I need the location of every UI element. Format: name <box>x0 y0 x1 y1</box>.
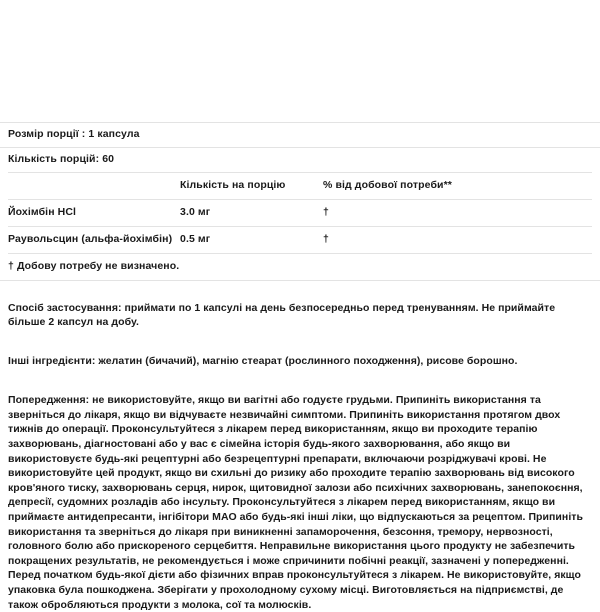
other-ingredients-paragraph: Інші інгредієнти: желатин (бичачий), магнію стеарат (рослинного походження), рисове борошно. <box>8 355 518 368</box>
supplement-facts-table <box>8 172 592 254</box>
nutrient-daily-value: † <box>323 227 592 254</box>
directions-paragraph: Спосіб застосування: приймати по 1 капсулі на день безпосередньо перед тренуванням. Не приймайте більше 2 капсул на добу. <box>8 301 556 329</box>
column-header-percent-daily-value: % від добової потреби** <box>323 173 592 200</box>
table-header <box>8 173 592 200</box>
nutrient-amount: 0.5 мг <box>180 227 323 254</box>
nutrient-name: Йохімбін HCl <box>8 200 180 227</box>
servings-per-container-line: Кількість порцій: 60 <box>8 153 115 165</box>
nutrient-daily-value: † <box>323 200 592 227</box>
divider-after-footnote <box>0 280 600 281</box>
nutrient-amount: 3.0 мг <box>180 200 323 227</box>
column-header-amount-per-serving: Кількість на порцію <box>180 173 323 200</box>
table-body <box>8 200 592 254</box>
facts-table-wrap <box>0 172 600 254</box>
nutrient-name: Раувольсцин (альфа-йохімбін) <box>8 227 180 254</box>
table-row <box>8 227 592 254</box>
serving-size-line: Розмір порції : 1 капсула <box>8 128 140 140</box>
column-header-nutrient <box>8 173 180 200</box>
daily-value-footnote: † Добову потребу не визначено. <box>8 260 180 272</box>
table-row <box>8 200 592 227</box>
warning-paragraph: Попередження: не використовуйте, якщо ви вагітні або годуєте грудьми. Припиніть використання та зверніться до лікаря, якщо ви відчуваєте незвичайні симптоми. Припиніть використання протягом двох тижнів до операції. Проконсультуйтеся з лікарем перед використанням, якщо ви проходите терапію захворювань, діагностовані або у вас є сімейна історія будь-якого захворювання, або якщо ви використовуєте будь-які рецептурні або безрецептурні препарати, включаючи розріджувачі крові. Не використовуйте цей продукт, якщо ви схильні до ризику або проходите терапію захворювань від високого кров'яного тиску, захворювань серця, нирок, щитовидної залози або психічних захворювань, занепокоєння, депресії, судомних розладів або інсульту. Проконсультуйтеся з лікарем перед використанням, якщо ви приймаєте антидепресанти, інгібітори МАО або будь-які інші ліки, що відпускаються за рецептом. Припиніть використання та зверніться до лікаря при виникненні запаморочення, безсоння, тремору, нервозності, головного болю або прискореного серцебиття. Неправильне використання цього продукту не забезпечить покращених результатів, не рекомендується і може спричинити побічні реакції, зазначені у попередженні. Перед початком будь-якої дієти або фізичних вправ проконсультуйтеся з лікарем. Не використовуйте, якщо упаковка була пошкоджена. Зберігати у прохолодному сухому місці. Виготовляється на підприємстві, де також обробляються продукти з молока, сої та молюсків. <box>8 394 583 611</box>
table-header-row <box>8 173 592 200</box>
